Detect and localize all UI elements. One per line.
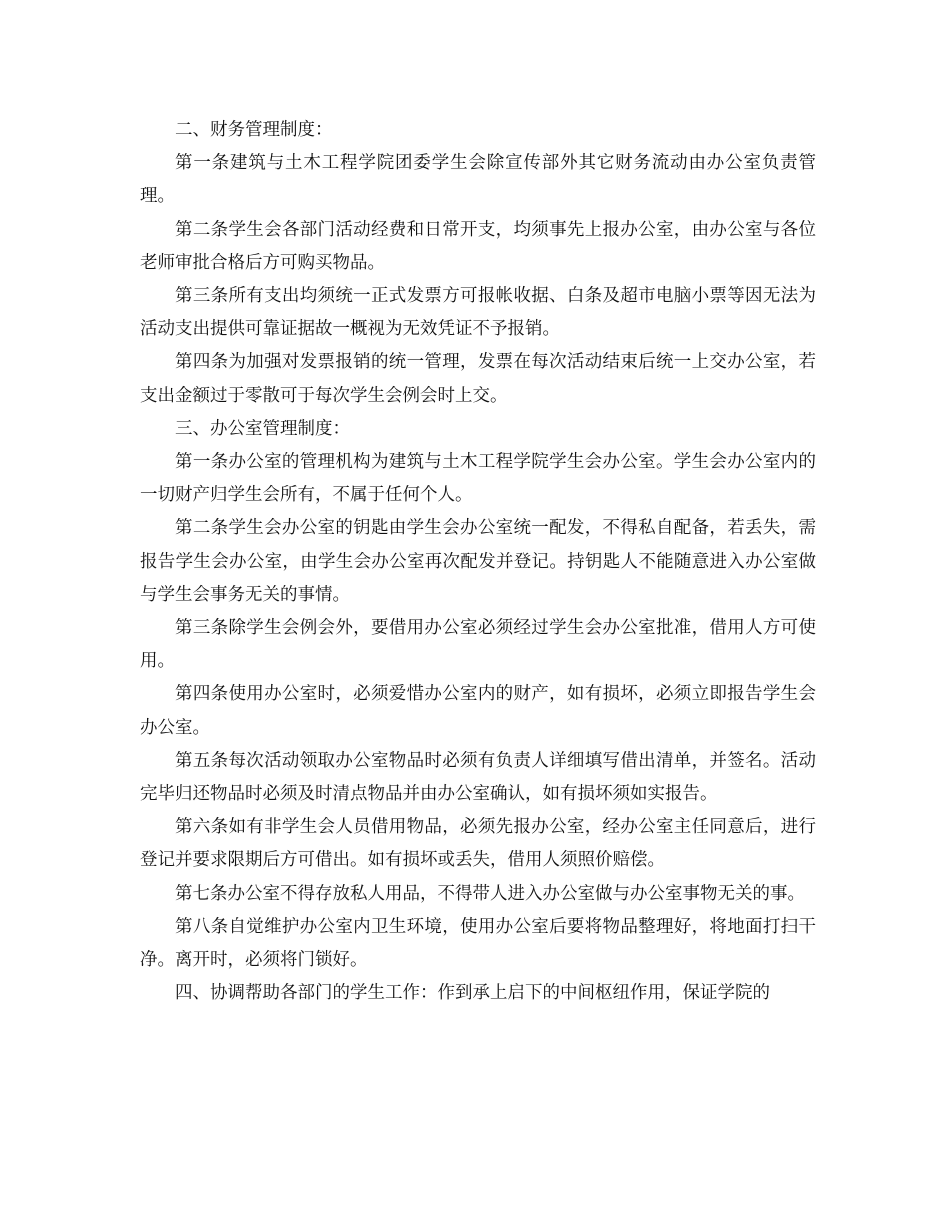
finance-article-3: 第三条所有支出均须统一正式发票方可报帐收据、白条及超市电脑小票等因无法为活动支出提供可靠证据故一概视为无效凭证不予报销。 [140, 286, 816, 340]
office-article-4: 第四条使用办公室时，必须爱惜办公室内的财产，如有损坏，必须立即报告学生会办公室。 [140, 684, 816, 738]
office-article-7: 第七条办公室不得存放私人用品，不得带人进入办公室做与办公室事物无关的事。 [175, 883, 805, 904]
office-article-8: 第八条自觉维护办公室内卫生环境，使用办公室后要将物品整理好，将地面打扫干净。离开时，必须将门锁好。 [140, 916, 816, 971]
finance-article-4: 第四条为加强对发票报销的统一管理，发票在每次活动结束后统一上交办公室，若支出金额过于零散可于每次学生会例会时上交。 [140, 352, 816, 406]
office-article-5: 第五条每次活动领取办公室物品时必须有负责人详细填写借出清单，并签名。活动完毕归还物品时必须及时清点物品并由办公室确认，如有损坏须如实报告。 [140, 750, 816, 805]
office-article-1: 第一条办公室的管理机构为建筑与土木工程学院学生会办公室。学生会办公室内的一切财产归学生会所有，不属于任何个人。 [140, 452, 816, 506]
office-article-6: 第六条如有非学生会人员借用物品，必须先报办公室，经办公室主任同意后，进行登记并要求限期后方可借出。如有损坏或丢失，借用人须照价赔偿。 [140, 817, 816, 871]
section-heading-office: 三、办公室管理制度： [175, 418, 350, 439]
section-heading-finance: 二、财务管理制度： [175, 120, 333, 140]
office-article-3: 第三条除学生会例会外，要借用办公室必须经过学生会办公室批准，借用人方可使用。 [140, 618, 816, 672]
section-heading-coordination: 四、协调帮助各部门的学生工作：作到承上启下的中间枢纽作用，保证学院的 [175, 983, 770, 1004]
finance-article-1: 第一条建筑与土木工程学院团委学生会除宣传部外其它财务流动由办公室负责管理。 [140, 153, 816, 207]
finance-article-2: 第二条学生会各部门活动经费和日常开支，均须事先上报办公室，由办公室与各位老师审批合格后方可购买物品。 [140, 219, 816, 273]
document-body [140, 114, 816, 1010]
office-article-2: 第二条学生会办公室的钥匙由学生会办公室统一配发，不得私自配备，若丢失，需报告学生会办公室，由学生会办公室再次配发并登记。持钥匙人不能随意进入办公室做与学生会事务无关的事情。 [140, 518, 816, 605]
